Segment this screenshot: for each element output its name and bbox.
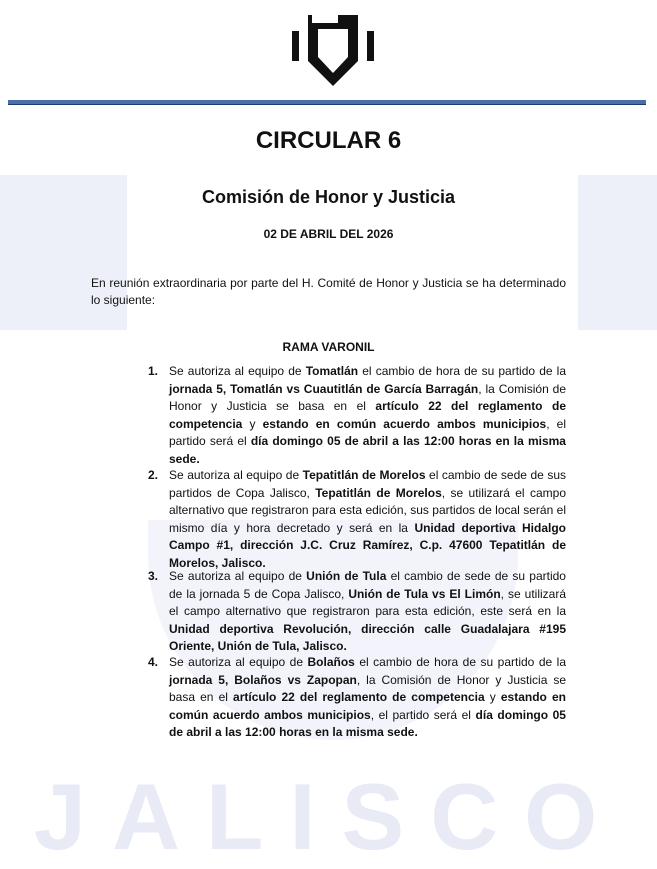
text-segment: Se autoriza al equipo de [169, 468, 303, 482]
committee-name: Comisión de Honor y Justicia [201, 187, 456, 207]
text-segment: Se autoriza al equipo de [169, 569, 307, 583]
text-segment: , la Comisión de Honor y Justicia se basa en el [169, 381, 566, 413]
bold-text: Unidad deportiva Revolución, dirección calle Guadalajara #195 Oriente, Unión de Tula, Jalisco. [169, 621, 566, 653]
section-title: RAMA VARONIL [282, 340, 375, 354]
bold-text: jornada 5, Bolaños vs Zapopan [169, 672, 357, 687]
bold-text: artículo 22 del reglamento de competencia [169, 399, 566, 431]
text-segment: el cambio de hora de su partido de la [358, 364, 566, 378]
list-item [148, 568, 566, 656]
list-item [148, 363, 566, 468]
text-segment: , el partido será el [169, 416, 567, 448]
list-item-text [169, 363, 566, 468]
bold-text: Tepatitlán de Morelos [302, 468, 426, 482]
list-item-text [169, 467, 566, 572]
text-segment: el cambio de sede de su partido de la jornada 5 de Copa Jalisco, [169, 569, 566, 601]
bold-text: estando en común acuerdo ambos municipios [169, 690, 566, 722]
bold-text: Tomatlán [305, 364, 359, 378]
watermark-text: JALISCO [33, 764, 624, 869]
list-item [148, 467, 566, 572]
list-item-text [169, 654, 566, 742]
bold-text: Unidad deportiva Hidalgo Campo #1, dirección J.C. Cruz Ramírez, C.p. 47600 Tepatitlán de Morelos, Jalisco. [169, 520, 566, 570]
circular-title: CIRCULAR 6 [255, 127, 402, 154]
bold-text: Bolaños [307, 655, 355, 669]
bold-text: jornada 5, Tomatlán vs Cuautitlán de García Barragán [169, 381, 479, 396]
text-segment: y [484, 690, 501, 704]
text-segment: y [242, 416, 263, 431]
list-item-text [169, 568, 566, 656]
bold-text: estando en común acuerdo ambos municipios [262, 416, 547, 431]
bold-text: Unión de Tula [306, 569, 387, 583]
text-segment: el cambio de sede de sus partidos de Copa Jalisco, [169, 468, 566, 500]
text-segment: , el partido será el [370, 707, 476, 722]
text-segment: el cambio de hora de su partido de la [354, 655, 567, 669]
text-segment: Se autoriza al equipo de [169, 364, 306, 378]
bold-text: artículo 22 del reglamento de competencia [233, 690, 485, 704]
bold-text: día domingo 05 de abril a las 12:00 horas en la misma sede. [169, 707, 566, 739]
text-segment: , la Comisión de Honor y Justicia se basa en el [169, 672, 566, 704]
text-segment: , se utilizará el campo alternativo que registraron para esta edición, este será en la [169, 586, 566, 618]
bold-text: Unión de Tula vs El Limón [348, 586, 501, 601]
document-date: 02 DE ABRIL DEL 2026 [263, 227, 394, 241]
logo-icon [290, 11, 376, 91]
header-rule-shadow [8, 104, 646, 105]
intro-paragraph: En reunión extraordinaria por parte del H. Comité de Honor y Justicia se ha determinado lo siguiente: [91, 276, 566, 307]
bold-text: Tepatitlán de Morelos [315, 485, 442, 500]
list-item-number: 3. [148, 569, 159, 583]
list-item-number: 4. [148, 655, 159, 669]
bold-text: día domingo 05 de abril a las 12:00 horas en la misma sede. [169, 434, 566, 466]
list-item [148, 654, 566, 742]
text-segment: Se autoriza al equipo de [169, 655, 308, 669]
text-segment: , se utilizará el campo alternativo que registraron para esta edición, sus partidos de local serán el mismo día y hora decretado y será en la [169, 485, 566, 535]
list-item-number: 2. [148, 468, 159, 482]
list-item-number: 1. [148, 364, 159, 378]
